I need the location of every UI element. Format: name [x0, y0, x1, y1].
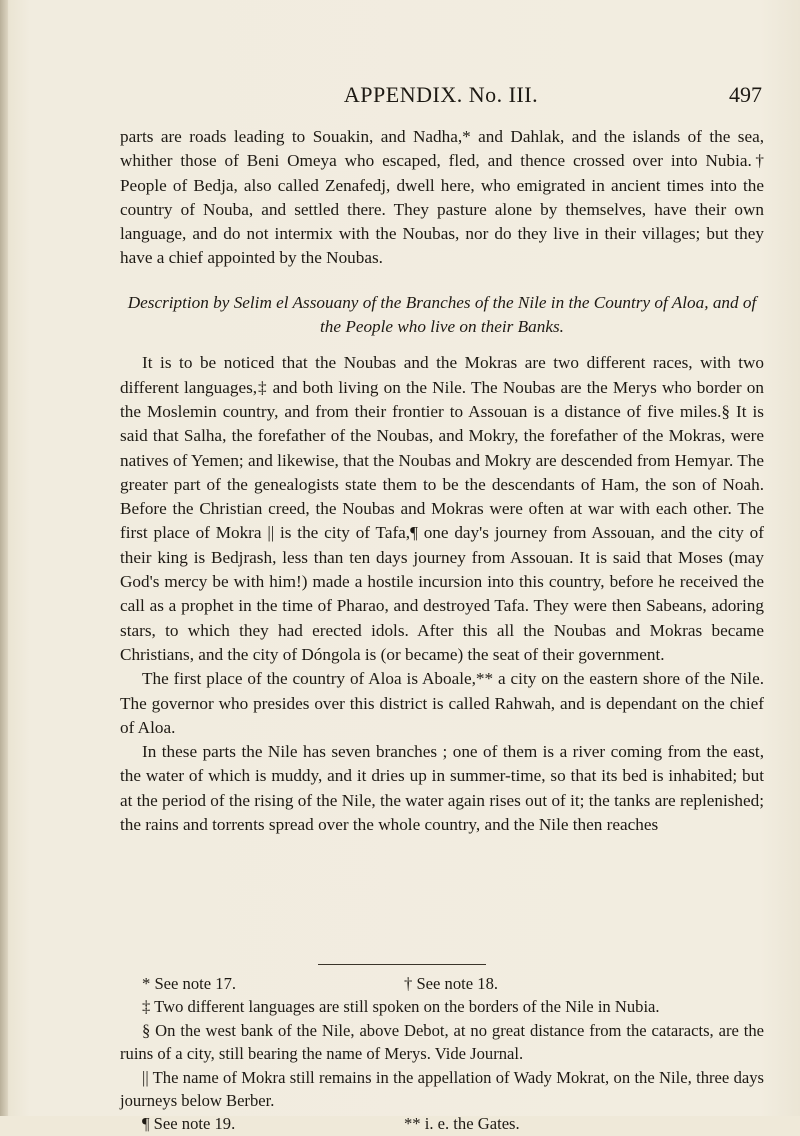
footnote-double-star: ** i. e. the Gates.	[404, 1114, 520, 1134]
page-gutter-shadow	[0, 0, 8, 1116]
footnote-divider	[318, 964, 486, 965]
section-title: Description by Selim el Assouany of the Branches of the Nile in the Country of Aloa, and of the People who live on their Banks.	[127, 292, 757, 337]
paragraph-2: It is to be noticed that the Noubas and the Mokras are two different races, with two different languages,‡ and both living on the Nile. The Noubas are the Merys who border on the Moslemin country, and from their frontier to Assouan is a distance of five miles.§ It is said that Salha, the forefather of the Noubas, and Mokry, the forefather of the Mokras, were natives of Yemen; and likewise, that the Noubas and Mokry are descended from Hemyar. The greater part of the genealogists state them to be the descendants of Ham, the son of Noah. Before the Christian creed, the Noubas and Mokras were often at war with each other. The first place of Mokra || is the city of Tafa,¶ one day's journey from Assouan, and the city of their king is Bedjrash, less than ten days journey from Assouan. It is said that Moses (may God's mercy be with him!) made a hostile incursion into this country, before he received the call as a prophet in the time of Pharao, and destroyed Tafa. They were then Sabeans, adoring stars, to which they had erected idols. After this all the Noubas and Mokras became Christians, and the city of Dóngola is (or became) the seat of their government.	[120, 353, 764, 664]
footnotes	[120, 972, 764, 1136]
footnote-row-1	[120, 972, 764, 995]
footnote-double-dagger: ‡ Two different languages are still spoken on the borders of the Nile in Nubia.	[142, 997, 660, 1017]
footnote-parallel: || The name of Mokra still remains in the appellation of Wady Mokrat, on the Nile, three days journeys below Berber.	[120, 1067, 764, 1111]
running-title: APPENDIX. No. III.	[343, 82, 539, 107]
paragraph-3: The first place of the country of Aloa is Aboale,** a city on the eastern shore of the Nile. The governor who presides over this district is called Rahwah, and is dependant on the chief of Aloa.	[120, 669, 764, 737]
footnote-pilcrow: ¶ See note 19.	[142, 1114, 236, 1134]
page-number: 497	[729, 82, 762, 107]
footnote-dagger: † See note 18.	[404, 974, 499, 993]
footnote-section: § On the west bank of the Nile, above Debot, at no great distance from the cataracts, are the ruins of a city, still bearing the name of Merys. Vide Journal.	[120, 1020, 764, 1064]
footnote-star: * See note 17.	[142, 974, 237, 993]
paragraph-1: parts are roads leading to Souakin, and Nadha,* and Dahlak, and the islands of the sea, whither those of Beni Omeya who escaped, fled, and thence crossed over into Nubia.† People of Bedja, also called Zenafedj, dwell here, who emigrated in ancient times into the country of Nouba, and settled there. They pasture alone by themselves, have their own language, and do not intermix with the Noubas, nor do they live in their villages; but they have a chief appointed by the Noubas.	[120, 127, 764, 268]
page-header	[120, 82, 762, 112]
main-text	[120, 125, 764, 837]
paragraph-4: In these parts the Nile has seven branches ; one of them is a river coming from the east, the water of which is muddy, and it dries up in summer-time, so that its bed is inhabited; but at the period of the rising of the Nile, the water again rises out of it; the tanks are replenished; the rains and torrents spread over the whole country, and the Nile then reaches	[120, 742, 764, 835]
